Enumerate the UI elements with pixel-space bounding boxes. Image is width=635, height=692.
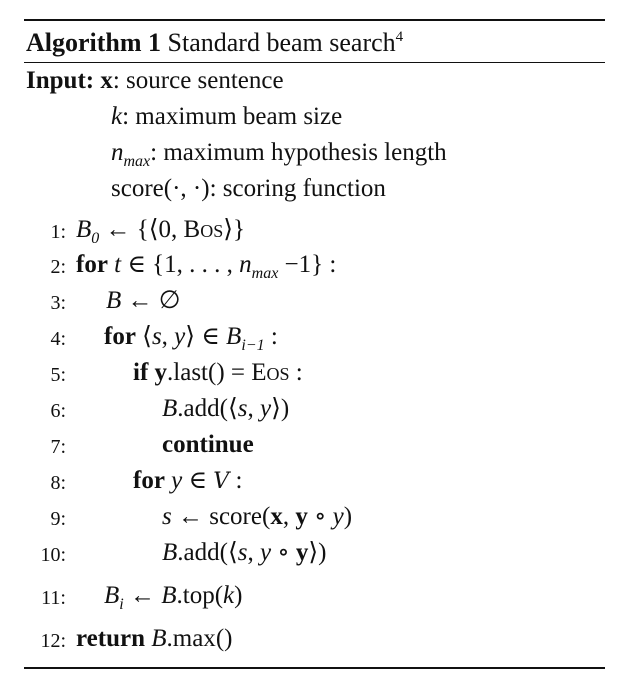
algorithm-caption: [26, 27, 403, 59]
step-2: for t ∈ {1, . . . , $n_{max} -1$} :: [76, 251, 337, 282]
input-desc-x: : source sentence: [112, 67, 284, 94]
line-number: 3:: [50, 292, 66, 314]
algorithm-title: Standard beam search: [167, 28, 396, 57]
input-label: Input:: [26, 67, 95, 94]
caption-rule: [24, 62, 605, 63]
input-symbol-n: n: [111, 139, 124, 166]
line-number: 11:: [41, 587, 66, 609]
line-number: 4:: [50, 328, 66, 350]
algorithm-label: Algorithm 1: [26, 28, 162, 57]
input-line-beam: [111, 102, 342, 132]
footnote-marker: 4: [395, 29, 404, 45]
input-line-length: [111, 138, 447, 168]
step-10: B.add(⟨s, y ∘ y⟩): [162, 539, 327, 566]
step-11: $B_i$ ← B.top(k): [104, 582, 243, 613]
line-number: 7:: [50, 436, 66, 458]
input-symbol-score: score(·, ·): [111, 175, 210, 202]
input-desc-n: : maximum hypothesis length: [150, 139, 447, 166]
step-5: if y.last() = Eos :: [133, 359, 303, 386]
step-6: B.add(⟨s, y⟩): [162, 395, 290, 422]
input-desc-score: : scoring function: [209, 175, 386, 202]
step-12: return B.max(): [76, 625, 233, 652]
input-symbol-x: x: [100, 67, 113, 94]
line-number: 12:: [40, 630, 66, 652]
step-1: $B_0$ ← {⟨0, Bos⟩}: [76, 216, 245, 247]
bottom-rule: [24, 667, 605, 669]
line-number: 8:: [50, 472, 66, 494]
input-line-score: [111, 174, 386, 204]
top-rule: [24, 19, 605, 21]
line-number: 6:: [50, 400, 66, 422]
line-number: 5:: [50, 364, 66, 386]
input-line-source: [26, 66, 284, 96]
line-number: 2:: [50, 256, 66, 278]
step-3: B ← ∅: [106, 287, 181, 314]
line-number: 9:: [50, 508, 66, 530]
input-desc-k: : maximum beam size: [122, 103, 343, 130]
step-8: for y ∈ V :: [133, 467, 243, 494]
line-number: 10:: [40, 544, 66, 566]
step-4: for ⟨s, y⟩ ∈ $B_{i-1}$ :: [104, 323, 278, 354]
input-symbol-n-sub: max: [123, 153, 151, 170]
step-7: continue: [162, 431, 254, 458]
line-number: 1:: [50, 221, 66, 243]
input-symbol-k: k: [111, 103, 123, 130]
step-9: s ← score(x, y ∘ y): [162, 503, 353, 530]
